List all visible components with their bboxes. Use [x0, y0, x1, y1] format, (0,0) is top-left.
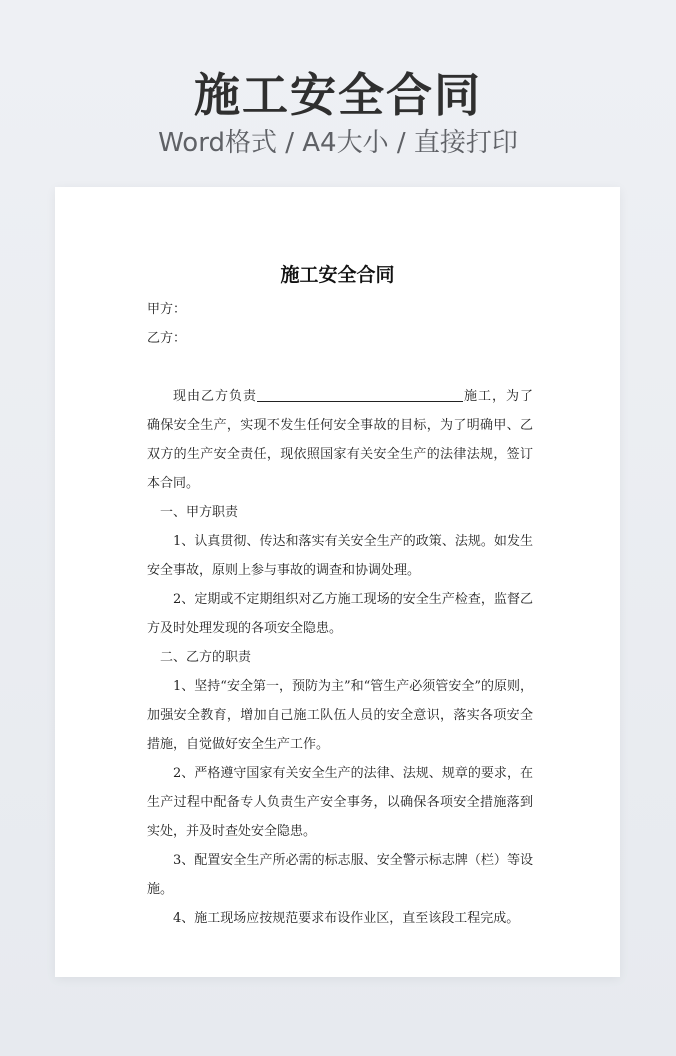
document-body — [147, 295, 533, 933]
blank-line — [147, 353, 533, 382]
section1-heading: 一、甲方职责 — [160, 505, 239, 520]
party-b-line: 乙方： — [147, 331, 187, 346]
page-title: 施工安全合同 — [194, 68, 482, 122]
section1-item: 2、定期或不定期组织对乙方施工现场的安全生产检查，监督乙方及时处理发现的各项安全隐患。 — [147, 592, 533, 636]
party-a-line: 甲方： — [147, 302, 187, 317]
intro-text-end: 施工，为了确保安全生产，实现不发生任何安全事故的目标，为了明确甲、乙双方的生产安全责任，现依照国家有关安全生产的法律法规，签订本合同。 — [147, 389, 533, 491]
document-page — [55, 187, 620, 977]
section1-item: 1、认真贯彻、传达和落实有关安全生产的政策、法规。如发生安全事故，原则上参与事故的调查和协调处理。 — [147, 534, 533, 578]
intro-text-start: 现由乙方负责 — [173, 389, 257, 404]
document-title: 施工安全合同 — [280, 264, 395, 286]
project-name-blank — [257, 387, 463, 402]
section2-item: 3、配置安全生产所必需的标志服、安全警示标志牌（栏）等设施。 — [147, 853, 533, 897]
page-header — [0, 66, 676, 160]
section2-item: 4、施工现场应按规范要求布设作业区，直至该段工程完成。 — [173, 911, 520, 926]
section2-item: 1、坚持“安全第一，预防为主”和“管生产必须管安全”的原则，加强安全教育，增加自己施工队伍人员的安全意识，落实各项安全措施，自觉做好安全生产工作。 — [147, 679, 533, 752]
section2-item: 2、严格遵守国家有关安全生产的法律、法规、规章的要求，在生产过程中配备专人负责生产安全事务，以确保各项安全措施落到实处，并及时查处安全隐患。 — [147, 766, 533, 839]
section2-heading: 二、乙方的职责 — [160, 650, 252, 665]
intro-paragraph — [147, 382, 533, 498]
page-subtitle: Word格式 / A4大小 / 直接打印 — [158, 128, 518, 158]
